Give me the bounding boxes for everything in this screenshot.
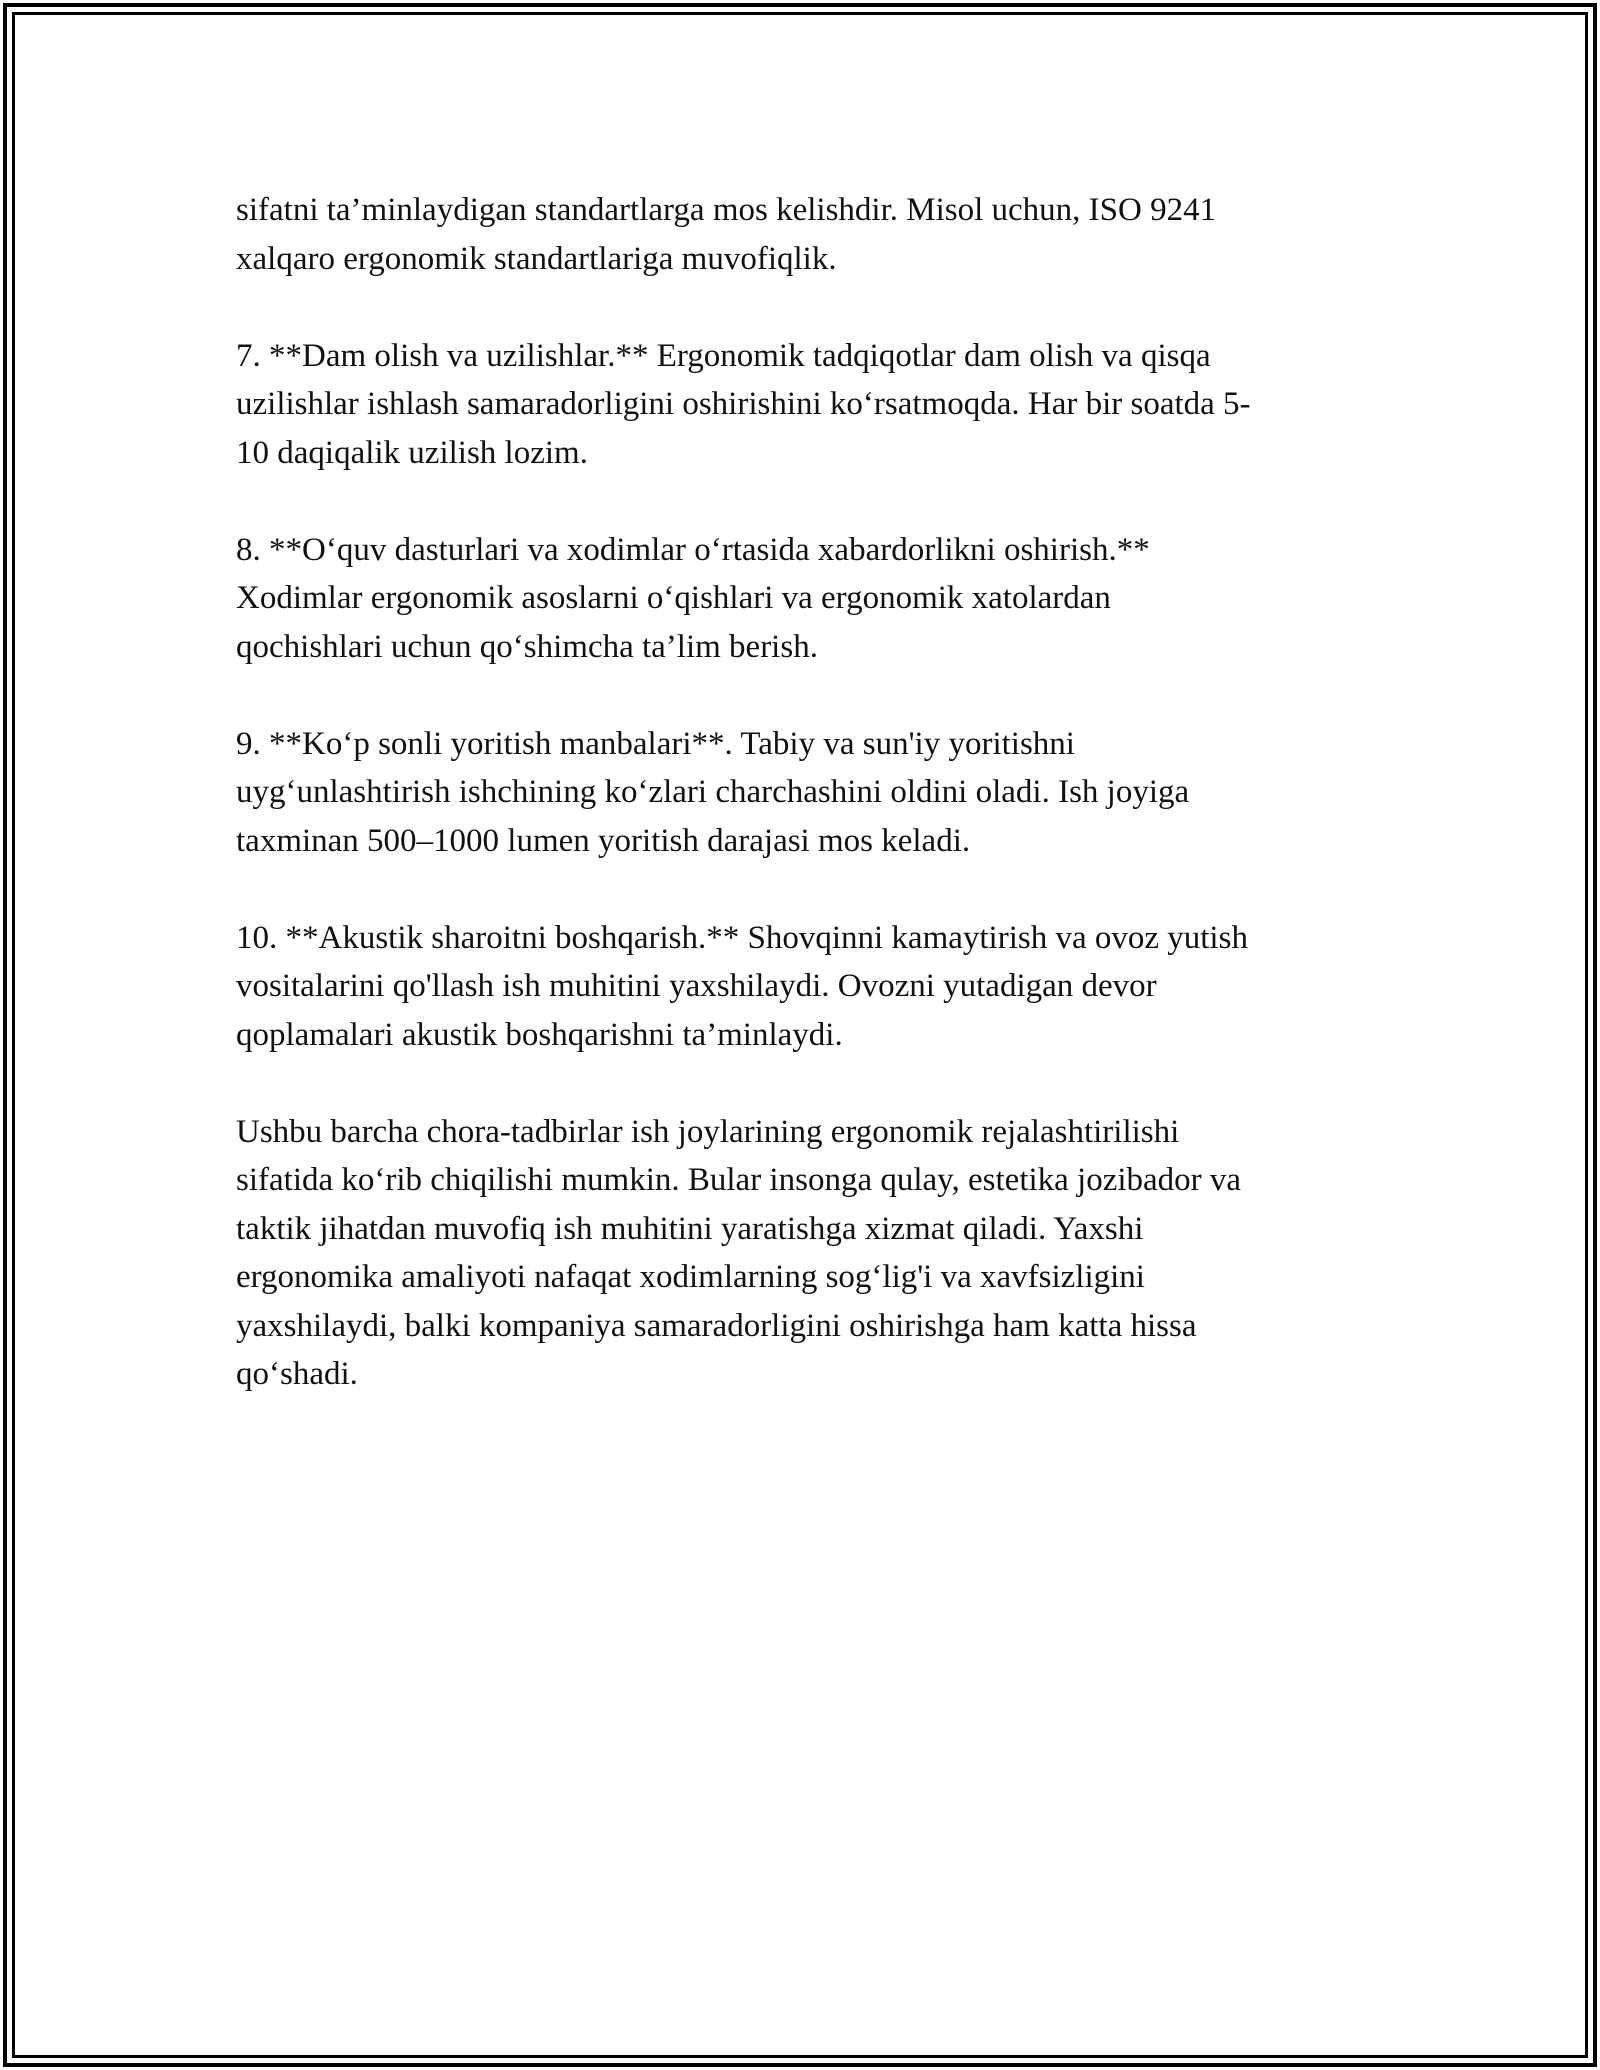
paragraph-rest-breaks: 7. **Dam olish va uzilishlar.** Ergonomik tadqiqotlar dam olish va qisqa uzilishlar ishlash samaradorligini oshirishini ko‘rsatmoqda. Har bir soatda 5- 10 daqiqalik uzilish lozim. xyxy=(236,337,1251,471)
document-body xyxy=(236,186,1416,1447)
paragraph-lighting-sources: 9. **Ko‘p sonli yoritish manbalari**. Tabiy va sun'iy yoritishni uyg‘unlashtirish ishchining ko‘zlari charchashini oldini oladi. Ish joyiga taxminan 500–1000 lumen yoritish darajasi mos keladi. xyxy=(236,725,1190,859)
paragraph-training-programs: 8. **O‘quv dasturlari va xodimlar o‘rtasida xabardorlikni oshirish.** Xodimlar ergonomik asoslarni o‘qishlari va ergonomik xatolardan qochishlari uchun qo‘shimcha ta’lim berish. xyxy=(236,531,1150,665)
paragraph-iso-standards: sifatni ta’minlaydigan standartlarga mos kelishdir. Misol uchun, ISO 9241 xalqaro ergonomik standartlariga muvofiqlik. xyxy=(236,192,1217,277)
paragraph-conclusion: Ushbu barcha chora-tadbirlar ish joylarining ergonomik rejalashtirilishi sifatida ko‘rib chiqilishi mumkin. Bular insonga qulay, estetika jozibador va taktik jihatdan muvofiq ish muhitini yaratishga xizmat qiladi. Yaxshi ergonomika amaliyoti nafaqat xodimlarning sog‘lig'i va xavfsizligini yaxshilaydi, balki kompaniya samaradorligini oshirishga ham katta hissa qo‘shadi. xyxy=(236,1113,1242,1392)
paragraph-acoustic-control: 10. **Akustik sharoitni boshqarish.** Shovqinni kamaytirish va ovoz yutish vositalarini qo'llash ish muhitini yaxshilaydi. Ovozni yutadigan devor qoplamalari akustik boshqarishni ta’minlaydi. xyxy=(236,919,1248,1053)
